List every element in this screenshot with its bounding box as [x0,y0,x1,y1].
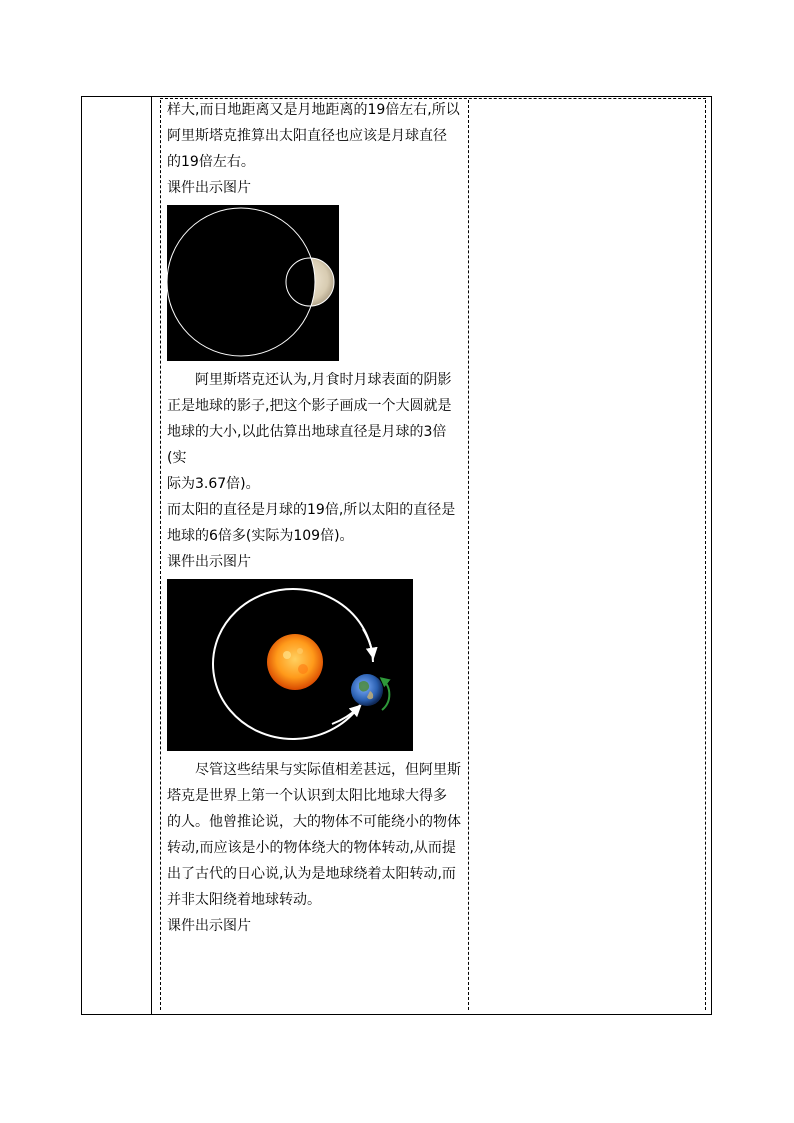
text-line: 塔克是世界上第一个认识到太阳比地球大得多 [167,788,447,804]
text-line: 而太阳的直径是月球的19倍,所以太阳的直径是 [167,502,456,518]
text-line: 阿里斯塔克推算出太阳直径也应该是月球直径 [167,128,447,144]
text-line: 样大,而日地距离又是月地距离的19倍左右,所以 [167,102,460,118]
text-line: 的人。他曾推论说，大的物体不可能绕小的物体 [167,814,461,830]
column-divider-dashed-1 [160,100,161,1010]
text-line: 的19倍左右。 [167,154,255,170]
column-divider-left [151,96,152,1015]
text-line: 际为3.67倍)。 [167,476,260,492]
lunar-eclipse-image [167,205,339,361]
text-line: 阿里斯塔克还认为,月食时月球表面的阴影 [195,372,452,388]
caption-courseware-image: 课件出示图片 [167,918,251,934]
text-line: 地球的6倍多(实际为109倍)。 [167,528,354,544]
text-line: 并非太阳绕着地球转动。 [167,892,321,908]
text-line: 出了古代的日心说,认为是地球绕着太阳转动,而 [167,866,456,882]
content-column [167,97,463,939]
column-divider-dashed-3 [705,100,706,1010]
text-line: 地球的大小,以此估算出地球直径是月球的3倍(实 [167,424,447,466]
caption-courseware-image: 课件出示图片 [167,554,251,570]
heliocentric-orbit-image [167,579,413,751]
text-line: 转动,而应该是小的物体绕大的物体转动,从而提 [167,840,456,856]
caption-courseware-image: 课件出示图片 [167,180,251,196]
column-divider-dashed-2 [468,100,469,1010]
text-line: 正是地球的影子,把这个影子画成一个大圆就是 [167,398,452,414]
text-line: 尽管这些结果与实际值相差甚远，但阿里斯 [195,762,461,778]
